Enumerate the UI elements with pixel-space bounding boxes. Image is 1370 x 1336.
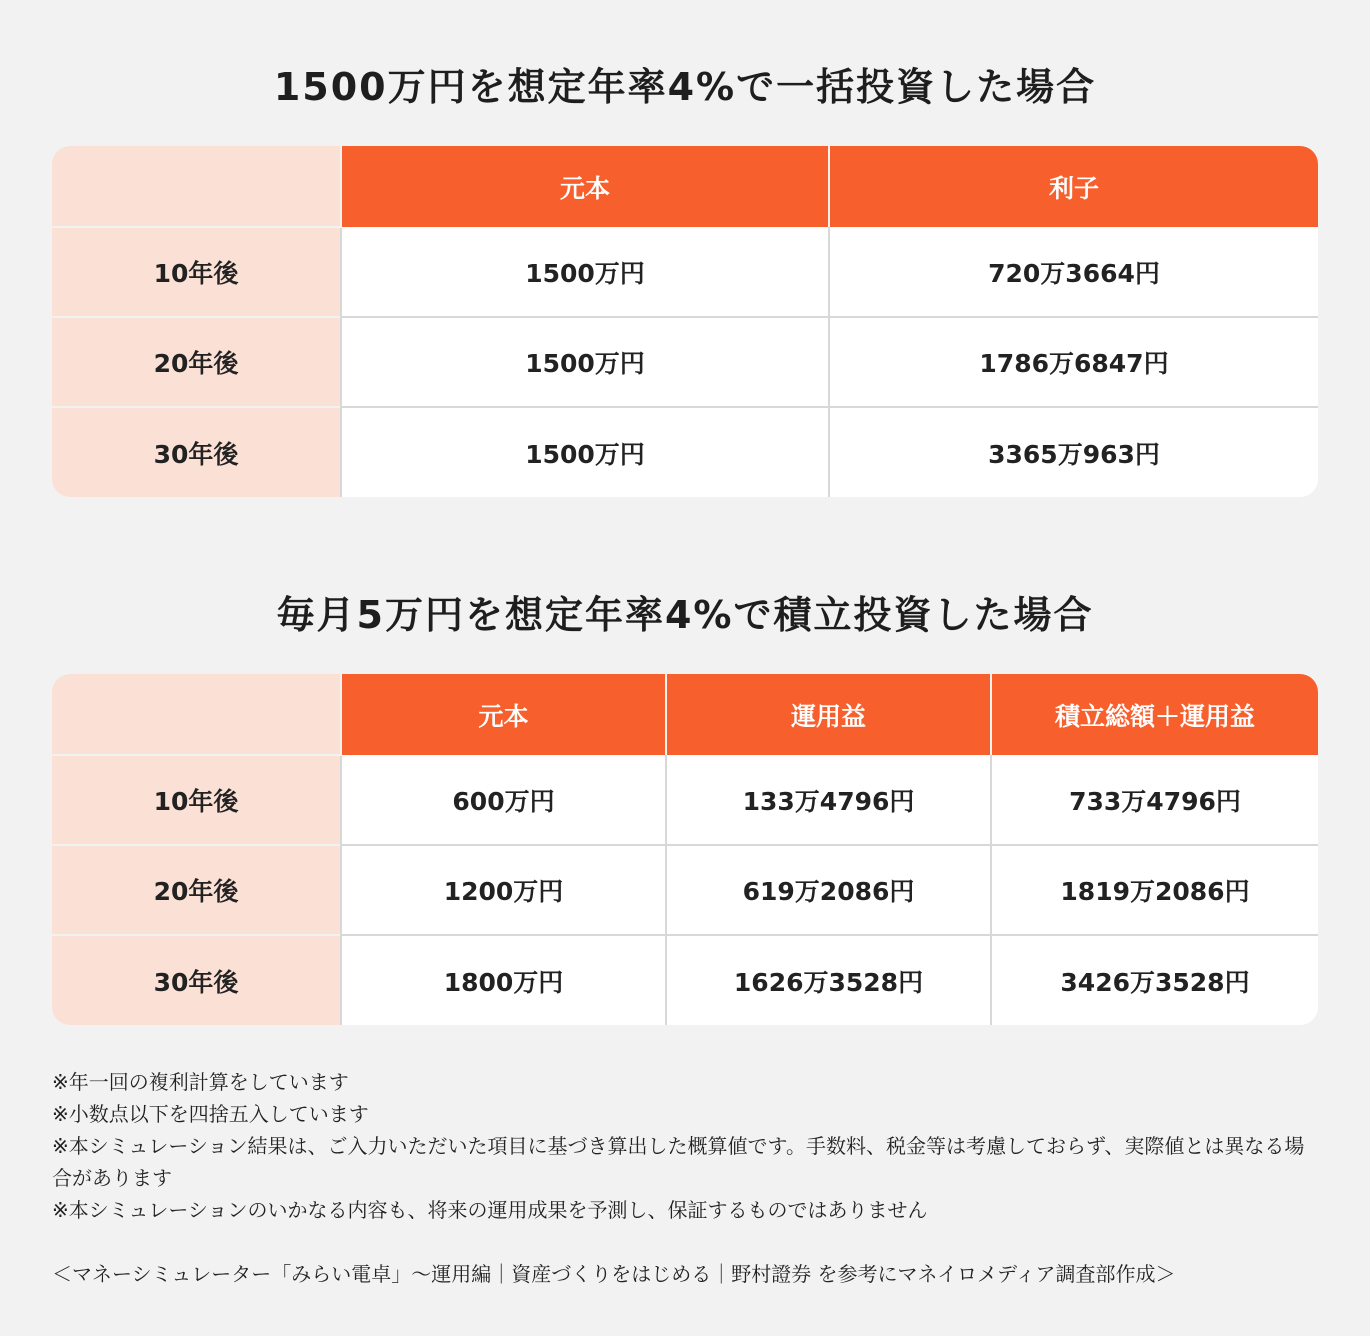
total-cell: 733万4796円: [991, 755, 1318, 845]
table-row: [52, 935, 1318, 1025]
column-header-principal: 元本: [341, 146, 829, 227]
table-header-row: [52, 674, 1318, 755]
total-cell: 1819万2086円: [991, 845, 1318, 935]
table-row: [52, 227, 1318, 317]
gain-cell: 133万4796円: [666, 755, 991, 845]
interest-cell: 720万3664円: [829, 227, 1318, 317]
interest-cell: 3365万963円: [829, 407, 1318, 497]
corner-cell: [52, 146, 341, 227]
row-header: 10年後: [52, 227, 341, 317]
footnotes: [52, 1066, 1318, 1226]
monthly-investment-table: [52, 674, 1318, 1025]
total-cell: 3426万3528円: [991, 935, 1318, 1025]
corner-cell: [52, 674, 341, 755]
interest-cell: 1786万6847円: [829, 317, 1318, 407]
row-header: 30年後: [52, 935, 341, 1025]
table-row: [52, 845, 1318, 935]
column-header-gain: 運用益: [666, 674, 991, 755]
section1-title: 1500万円を想定年率4%で一括投資した場合: [273, 65, 1097, 109]
principal-cell: 600万円: [341, 755, 666, 845]
footnote: ※年一回の複利計算をしています: [52, 1070, 349, 1094]
table-header-row: [52, 146, 1318, 227]
principal-cell: 1800万円: [341, 935, 666, 1025]
column-header-interest: 利子: [829, 146, 1318, 227]
row-header: 20年後: [52, 845, 341, 935]
table-row: [52, 317, 1318, 407]
footnote: ※小数点以下を四捨五入しています: [52, 1102, 369, 1126]
column-header-total: 積立総額＋運用益: [991, 674, 1318, 755]
principal-cell: 1500万円: [341, 227, 829, 317]
lump-sum-table: [52, 146, 1318, 497]
row-header: 20年後: [52, 317, 341, 407]
table-row: [52, 407, 1318, 497]
column-header-principal: 元本: [341, 674, 666, 755]
source-citation: ＜マネーシミュレーター「みらい電卓」〜運用編｜資産づくりをはじめる｜野村證券 を参考にマネイロメディア調査部作成＞: [52, 1262, 1176, 1286]
row-header: 10年後: [52, 755, 341, 845]
principal-cell: 1500万円: [341, 317, 829, 407]
principal-cell: 1200万円: [341, 845, 666, 935]
principal-cell: 1500万円: [341, 407, 829, 497]
gain-cell: 1626万3528円: [666, 935, 991, 1025]
section2-title: 毎月5万円を想定年率4%で積立投資した場合: [276, 593, 1094, 637]
row-header: 30年後: [52, 407, 341, 497]
table-row: [52, 755, 1318, 845]
gain-cell: 619万2086円: [666, 845, 991, 935]
footnote: ※本シミュレーション結果は、ご入力いただいた項目に基づき算出した概算値です。手数料、税金等は考慮しておらず、実際値とは異なる場合があります: [52, 1134, 1305, 1190]
footnote: ※本シミュレーションのいかなる内容も、将来の運用成果を予測し、保証するものではありません: [52, 1198, 928, 1222]
